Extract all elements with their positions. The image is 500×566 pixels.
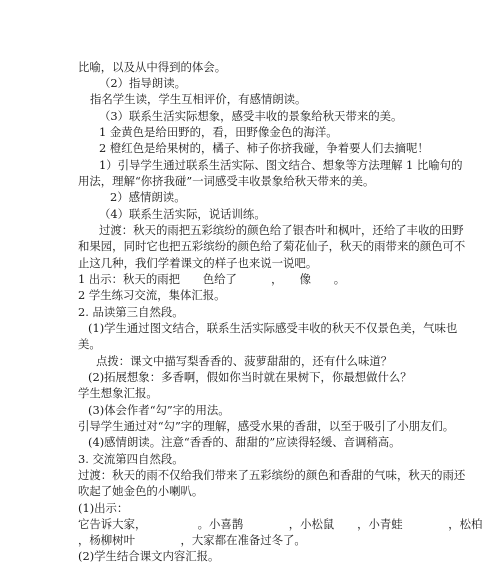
text-line: (3)体会作者“勾”字的用法。	[88, 403, 230, 417]
text-line: ，杨柳树叶 ，大家都在准备过冬了。	[78, 533, 306, 547]
text-line: 指名学生读，学生互相评价，有感情朗读。	[90, 92, 307, 106]
text-line: 止这几种，我们学着课文的样子也来说一说吧。	[78, 256, 318, 270]
text-line: 引导学生通过对“勾”字的理解，感受水果的香甜，以至于吸引了小朋友们。	[78, 419, 455, 433]
text-line: 和果园，同时它也把五彩缤纷的颜色给了菊花仙子，秋天的雨带来的颜色可不	[78, 239, 466, 253]
text-line: （3）联系生活实际想象，感受丰收的景象给秋天带来的美。	[99, 109, 403, 123]
text-line: (2)学生结合课文内容汇报。	[78, 549, 220, 563]
text-line: 2 学生练习交流，集体汇报。	[78, 288, 226, 302]
text-line: (1)学生通过图文结合，联系生活实际感受丰收的秋天不仅景色美，气味也	[88, 321, 458, 335]
text-line: (2)拓展想象：多香啊，假如你当时就在果树下，你最想做什么？	[88, 370, 412, 384]
text-line: 学生想象汇报。	[78, 386, 158, 400]
text-line: 3. 交流第四自然段。	[78, 452, 184, 466]
text-line: 2. 品读第三自然段。	[78, 305, 184, 319]
text-line: 美。	[78, 337, 101, 351]
text-line: 用法，理解“你挤我碰”一词感受丰收景象给秋天带来的美。	[78, 174, 375, 188]
text-line: 它告诉大家， 。小喜鹊 ，小松鼠 ，小青蛙 ，松柏	[78, 517, 483, 531]
text-line: 吹起了她金色的小喇叭。	[78, 484, 204, 498]
text-line: (4)感情朗读。注意“香香的、甜甜的”应读得轻缓、音调稍高。	[88, 435, 401, 449]
text-line: 1 出示：秋天的雨把 色给了 ， 像 。	[78, 272, 346, 286]
text-line: (1)出示：	[78, 501, 129, 515]
text-line: 2）感情朗读。	[110, 190, 186, 204]
text-line: 过渡：秋天的雨不仅给我们带来了五彩缤纷的颜色和香甜的气味，秋天的雨还	[78, 468, 466, 482]
text-line: 比喻，以及从中得到的体会。	[78, 60, 227, 74]
text-line: 2 橙红色是给果树的，橘子、柿子你挤我碰，争着要人们去摘呢！	[99, 141, 429, 155]
text-line: 过渡：秋天的雨把五彩缤纷的颜色给了银杏叶和枫叶，还给了丰收的田野	[99, 223, 464, 237]
text-line: （4）联系生活实际，说话训练。	[99, 207, 266, 221]
text-line: （2）指导朗读。	[99, 76, 186, 90]
text-line: 点拨：课文中描写梨香香的、菠萝甜甜的，还有什么味道？	[96, 354, 393, 368]
text-line: 1）引导学生通过联系生活实际、图文结合、想象等方法理解 1 比喻句的	[99, 158, 463, 172]
text-line: 1 金黄色是给田野的，看，田野像金色的海洋。	[99, 125, 338, 139]
